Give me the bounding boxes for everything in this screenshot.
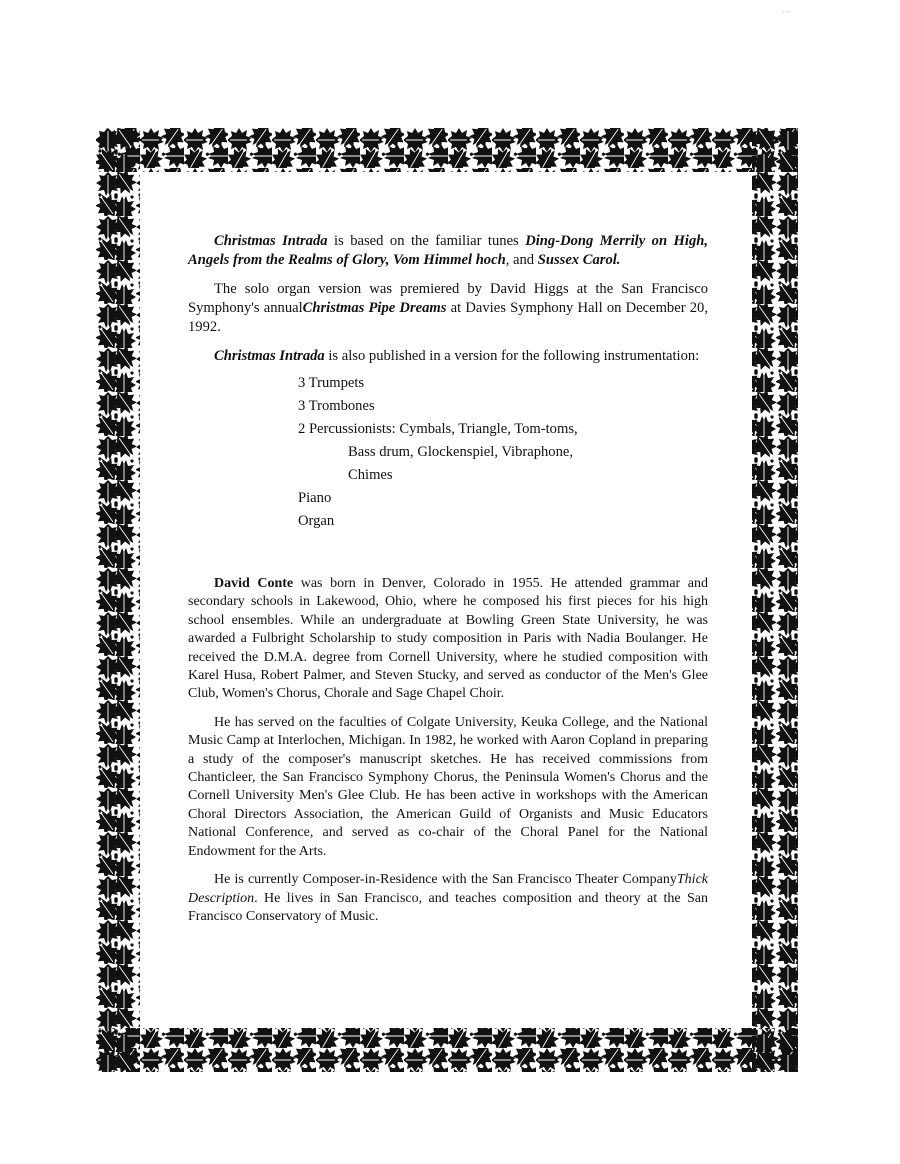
corner-mark: - - (781, 6, 790, 16)
bio-paragraph-2: He has served on the faculties of Colgate University, Keuka College, and the National Music Camp at Interlochen, Michigan. In 1982, he worked with Aaron Copland in preparing a study of the composer's manuscript sketches. He has received commissions from Chanticleer, the San Francisco Symphony Chorus, the Peninsula Women's Chorus and the Cornell University Men's Glee Club. He has been active in workshops with the American Choral Directors Association, the American Guild of Organists and Music Educators National Conference, and served as co-chair of the Choral Panel for the National Endowment for the Arts. (188, 714, 708, 859)
tune-last: Sussex Carol. (537, 252, 621, 268)
instrument-line: Piano (298, 490, 332, 506)
bio-paragraph-3: He is currently Composer-in-Residence with the San Francisco Theater CompanyThick Description. He lives in San Francisco, and teaches composition and theory at the San Francisco Conservatory of Music. (188, 872, 708, 924)
instrumentation-list (298, 372, 708, 533)
tune-list: Ding-Dong Merrily on High, Angels from the Realms of Glory, Vom Himmel hoch (188, 233, 709, 268)
intro-paragraph-1: Christmas Intrada is based on the familiar tunes Ding-Dong Merrily on High, Angels from the Realms of Glory, Vom Himmel hoch, and Sussex Carol. (188, 233, 709, 268)
intro-paragraph-2: The solo organ version was premiered by David Higgs at the San Francisco Symphony's annualChristmas Pipe Dreams at Davies Symphony Hall on December 20, 1992. (188, 281, 709, 335)
composer-name: David Conte (214, 576, 294, 591)
intro-paragraph-3: Christmas Intrada is also published in a version for the following instrumentation: (214, 348, 700, 364)
instrument-line: Organ (298, 513, 335, 529)
instrument-line: 2 Percussionists: Cymbals, Triangle, Tom-toms, (298, 421, 578, 437)
event-name: Christmas Pipe Dreams (302, 300, 447, 316)
composer-bio (188, 575, 708, 926)
instrument-line: 3 Trombones (298, 398, 375, 414)
instrument-line: Chimes (348, 467, 393, 483)
bio-paragraph-1: David Conte was born in Denver, Colorado in 1955. He attended grammar and secondary schools in Lakewood, Ohio, where he composed his first pieces for his high school ensembles. While an undergraduate at Bowling Green State University, he was awarded a Fulbright Scholarship to study composition in Paris with Nadia Boulanger. He received the D.M.A. degree from Cornell University, where he studied composition with Karel Husa, Robert Palmer, and Steven Stucky, and served as conductor of the Men's Glee Club, Women's Chorus, Chorale and Sage Chapel Choir. (188, 576, 708, 702)
piece-title: Christmas Intrada (214, 233, 328, 249)
company-name: Thick Description (188, 872, 708, 906)
piece-title-2: Christmas Intrada (214, 348, 325, 364)
instrument-line: Bass drum, Glockenspiel, Vibraphone, (348, 444, 574, 460)
document-body (188, 232, 708, 936)
instrument-line: 3 Trumpets (298, 375, 365, 391)
